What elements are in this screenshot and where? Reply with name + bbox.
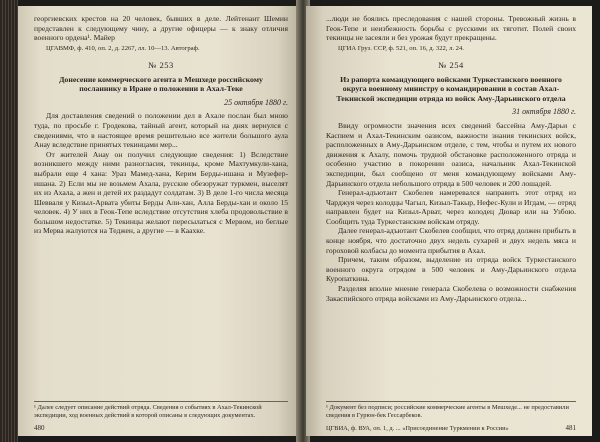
paragraph: От жителей Анау он получил следующие сведения: 1) Вследствие возникшего между ними разногласия, текинцы, кроме Махтумкули-хана, выбрали еще 4 хана: Ураз Мамед-хана, Керим Берды-ишана и Музефер-ишана. 2) Если мы не возьмем Ахала, русские обезоружат туркмен, выселят их из Ахала, а жен и детей их раздадут солдатам. 3) В деле 1-го числа месяца Шевваля у Кизыл-Арвата убиты Берды Али-хан, Алла Берды-хан и около 15 человек. 4) У них в Геок-Тепе вследствие отсутствия хлеба продовольствие в большом недостатке. 5) Текинцы желают пересылаться с Мервом, но беглые из Мерва жалуются на Теджен, а другие — в Каахке. [34,149,288,236]
paragraph: Для доставления сведений о положении дел в Ахале послан был мною туда, по просьбе г. Гродекова, тайный агент, который на днях вернулся с сведениями, что в настоящее время решительно все жители большого аула Анау вследствие принятых текинцами мер... [34,111,288,150]
right-footnote: ¹ Документ без подписи; российские коммерческие агенты в Мешхеде... не предоставили сведения в Гурюн-бек Гессарбеков. [326,401,576,420]
doc-heading-253: Донесение коммерческого агента в Мешхеде российскому посланнику в Иране о положении в Ахал-Теке [59,74,263,94]
left-top-text: георгиевских крестов на 20 человек, бывших в деле. Лейтенант Шемин представлен к следующему чину, а другие офицеры — к знаку отличия военного ордена¹. Майер [34,14,288,43]
left-page [18,6,300,436]
doc-number-254: № 254 [438,59,464,70]
doc-heading-254: Из рапорта командующего войсками Туркестанского военного округа военному министру о командировании в состав Ахал-Текинской экспедиции отряда из войск Аму-Дарьинского отдела [336,74,566,103]
paragraph: Ввиду огромности значения всех сведений бассейна Аму-Дарьи с Каспием и Ахал-Текинским оазисом, важности знания текинских войск, расположенных в Аму-Дарьинском отделе, с тем, чтобы и путем их нового движения к Ахалу, помочь трудной обстановке расположенного отряда и особенно участию в покорении оазиса, начальник Ахал-Текинской экспедиции, был сообщено от меня командующему войсками Аму-Дарьинского отдела небольшого отряда в 500 человек и 200 лошадей. [326,120,576,188]
page-number-left: 480 [34,424,45,432]
page-edges [0,0,18,442]
paragraph: Причем, таким образом, выделение из отряда войск Туркестанского военного округа отрядом в 500 человек и Аму-Дарьинского отдела Куропаткина. [326,255,576,284]
right-page [306,6,592,436]
doc-date-254: 31 октября 1880 г. [512,107,576,117]
right-top-text: ...люди не боялись преследования с нашей стороны. Тревожный жизнь в Геок-Тепе и неизбежность борьбы с русскими их тяготит. Полей своих текинцы не засеяли и без урожая будут прекращены. [326,14,576,43]
left-archive-ref: ЦГАВМФ, ф. 410, оп. 2, д. 2267, лл. 10—13. Автограф. [46,44,200,52]
paragraph: Генерал-адъютант Скобелев намеревался направить этот отряд из Чарджуя через колодцы Чагыл, Кизыл-Такыр, Нефес-Кули и Игдам, — отряд направлен будет на Кизыл-Арват, через колодец Дювар или на Узбою. Сообщить туда Туркестанским войскам отряду. [326,188,576,226]
right-archive-ref: ЦГИА Груз. ССР, ф. 521, оп. 16, д. 322, л. 24. [338,44,464,52]
doc-number-253: № 253 [148,59,174,70]
page-number-right: 481 [565,424,576,432]
paragraph: Разделяя вполне мнение генерала Скобелева о возможности снабжения Закаспийского отряда войсками из Аму-Дарьинского отдела... [326,284,576,303]
paragraph: Далее генерал-адъютант Скобелев сообщил, что отряд должен прибыть в конце ноября, что достаточно двух недель сухарей и двух недель мяса и гороховой колбасы до момента прибытия в Ахал. [326,226,576,255]
left-footnote: ¹ Далее следует описание действий отряда. Сведения о событиях в Ахал-Текинской экспедиции, ход военных действий в которой описаны в следующих документах. [34,401,288,420]
doc-date-253: 25 октября 1880 г. [224,97,288,107]
running-foot: ЦГВИА, ф. ВУА, оп. 1, д. ... «Присоединение Туркмении к России» [326,425,509,432]
